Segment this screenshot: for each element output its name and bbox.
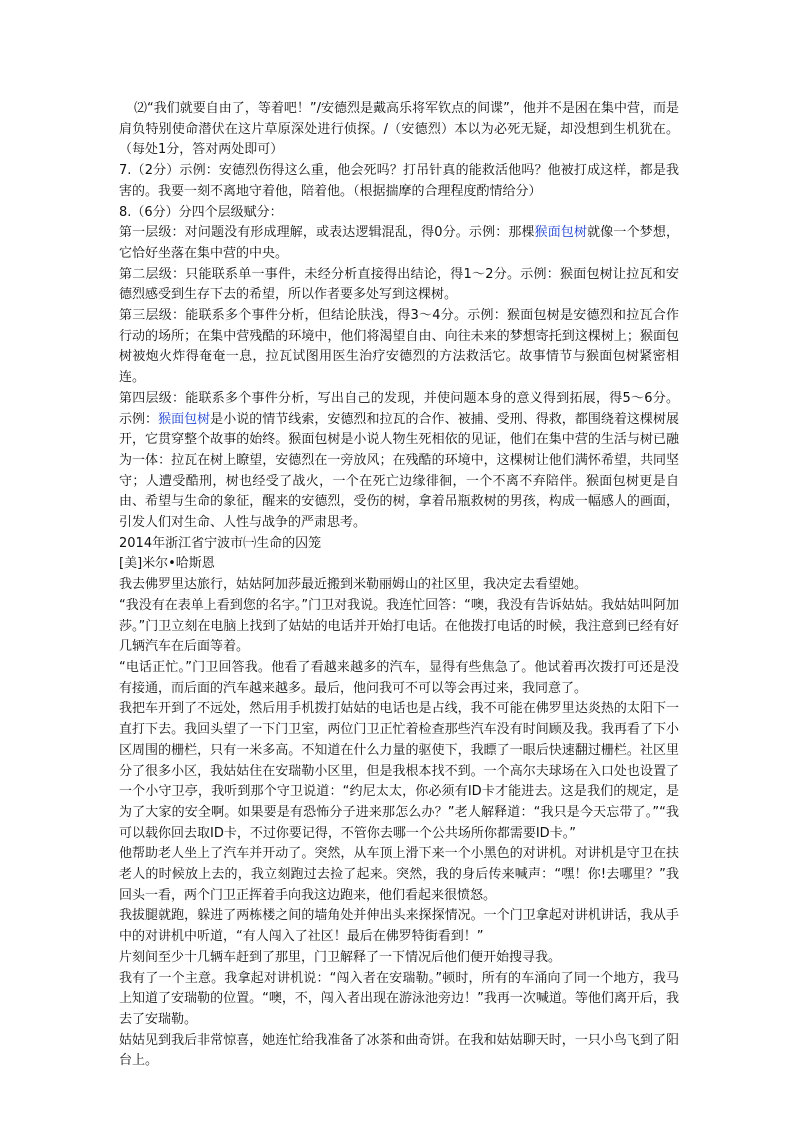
level-4-text-a: 第四层级：能联系多个事件分析，写出自己的发现，并使问题本身的意义得到拓展，得5～6分。示例： [119,390,679,427]
level-1-text-b: 就像一个梦想，它恰好坐落在集中营的中央。 [119,225,679,261]
story-paragraph: 我去佛罗里达旅行，姑姑阿加莎最近搬到米勒丽姆山的社区里，我决定去看望她。 [119,577,588,593]
story-paragraph: 片刻间至少十几辆车赶到了那里，门卫解释了一下情况后他们便开始搜寻我。 [119,949,562,965]
baobab-link[interactable]: 猴面包树 [158,411,211,427]
story-author: [美]米尔•哈斯恩 [119,556,215,572]
answer-paragraph-8-heading: 8.（6分）分四个层级赋分： [119,204,283,220]
story-paragraph: 他帮助老人坐上了汽车并开动了。突然，从车顶上滑下来一个小黑色的对讲机。对讲机是守卫在扶老人的时候放上去的，我立刻跑过去捡了起来。突然，我的身后传来喊声：“嘿！你!去哪里？”我回头一看，两个门卫正挥着手向我这边跑来，他们看起来很愤怒。 [119,846,679,903]
answer-paragraph-7: 7.（2分）示例：安德烈伤得这么重，他会死吗？打吊针真的能救活他吗？他被打成这样，都是我害的。我要一刻不离地守着他，陪着他。（根据揣摩的合理程度酌情给分） [119,163,679,199]
story-paragraph: “我没有在表单上看到您的名字。”门卫对我说。我连忙回答：“噢，我没有告诉姑姑。我姑姑叫阿加莎。”门卫立刻在电脑上找到了姑姑的电话并开始打电话。在他拨打电话的时候，我注意到已经有好几辆汽车在后面等着。 [119,597,679,655]
story-paragraph: 姑姑见到我后非常惊喜，她连忙给我准备了冰茶和曲奇饼。在我和姑姑聊天时，一只小鸟飞到了阳台上。 [119,1032,679,1069]
level-3-paragraph: 第三层级：能联系多个事件分析，但结论肤浅，得3～4分。示例：猴面包树是安德烈和拉瓦合作行动的场所；在集中营残酷的环境中，他们将渴望自由、向往未来的梦想寄托到这棵树上；猴面包树被炮火炸得奄奄一息，拉瓦试图用医生治疗安德烈的方法救活它。故事情节与猴面包树紧密相连。 [119,308,679,386]
level-4-paragraph [119,389,679,534]
level-1-paragraph [119,223,679,264]
story-source-heading: 2014年浙江省宁波市㈠生命的囚笼 [119,535,322,551]
level-1-text-a: 第一层级：对问题没有形成理解，或表达逻辑混乱，得0分。示例：那棵 [119,225,535,241]
document-page [119,99,679,1072]
level-2-paragraph: 第二层级：只能联系单一事件，未经分析直接得出结论，得1～2分。示例：猴面包树让拉瓦和安德烈感受到生存下去的希望，所以作者要多处写到这棵树。 [119,266,679,303]
story-paragraph: 我把车开到了不远处，然后用手机拨打姑姑的电话也是占线，我不可能在佛罗里达炎热的太阳下一直打下去。我回头望了一下门卫室，两位门卫正忙着检查那些汽车没有时间顾及我。我再看了下小区周围的栅栏，只有一米多高。不知道在什么力量的驱使下，我瞟了一眼后快速翻过栅栏。社区里分了很多小区，我姑姑住在安瑞勒小区里，但是我根本找不到。一个高尔夫球场在入口处也设置了一个小守卫亭，我听到那个守卫说道：“约尼太太，你必须有ID卡才能进去。这是我们的规定，是为了大家的安全啊。如果要是有恐怖分子进来那怎么办？”老人解释道：“我只是今天忘带了。”“我可以载你回去取ID卡，不过你要记得，不管你去哪一个公共场所你都需要ID卡。” [119,701,679,841]
story-paragraph: “电话正忙。”门卫回答我。他看了看越来越多的汽车，显得有些焦急了。他试着再次拨打可还是没有接通，而后面的汽车越来越多。最后，他问我可不可以等会再过来，我同意了。 [119,659,679,696]
level-4-text-b: 是小说的情节线索，安德烈和拉瓦的合作、被捕、受刑、得救，都围绕着这棵树展开，它贯穿整个故事的始终。猴面包树是小说人物生死相依的见证，他们在集中营的生活与树已融为一体：拉瓦在树上瞭望，安德烈在一旁放风；在残酷的环境中，这棵树让他们满怀希望，共同坚守；人遭受酷刑，树也经受了战火，一个在死亡边缘徘徊，一个不离不弃陪伴。猴面包树更是自由、希望与生命的象征，醒来的安德烈，受伤的树，拿着吊瓶救树的男孩，构成一幅感人的画面，引发人们对生命、人性与战争的严肃思考。 [119,411,679,531]
story-paragraph: 我有了一个主意。我拿起对讲机说：“闯入者在安瑞勒。”顿时，所有的车涌向了同一个地方，我马上知道了安瑞勒的位置。“噢，不，闯入者出现在游泳池旁边！”我再一次喊道。等他们离开后，我去了安瑞勒。 [119,970,679,1027]
story-paragraph: 我拔腿就跑，躲进了两栋楼之间的墙角处并伸出头来探探情况。一个门卫拿起对讲机讲话，我从手中的对讲机中听道，“有人闯入了社区！最后在佛罗特街看到！” [119,908,679,945]
baobab-link[interactable]: 猴面包树 [534,225,588,241]
answer-paragraph-6-2: ⑵“我们就要自由了，等着吧！”/安德烈是戴高乐将军钦点的间谍”，他并不是困在集中营，而是肩负特别使命潜伏在这片草原深处进行侦探。/（安德烈）本以为必死无疑，却没想到生机犹在。（每处1分，答对两处即可） [119,101,679,158]
